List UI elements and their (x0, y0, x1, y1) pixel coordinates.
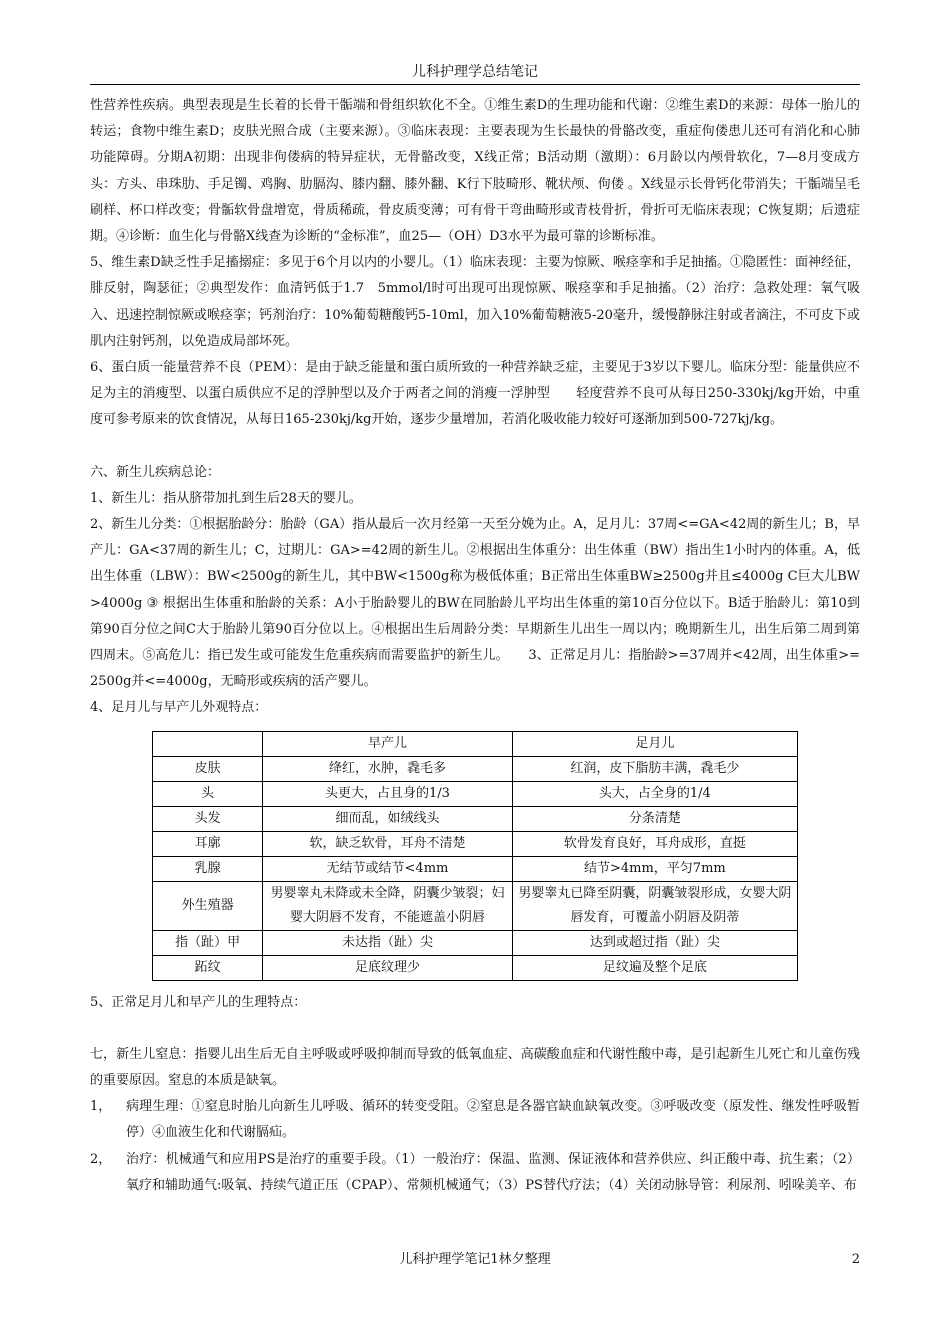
table-cell: 男婴睾丸未降或未全降，阴囊少皱裂；妇婴大阴唇不发育，不能遮盖小阴唇 (263, 881, 513, 930)
table-cell: 细而乱，如绒线头 (263, 806, 513, 831)
table-row (153, 856, 798, 881)
page-number: 2 (851, 1252, 860, 1267)
list-text: 病理生理：①窒息时胎儿向新生儿呼吸、循环的转变受阻。②窒息是各器官缺血缺氧改变。③呼吸改变（原发性、继发性呼吸暂停）④血液生化和代谢膈疝。 (126, 1099, 860, 1141)
table-cell: 跖纹 (153, 955, 263, 980)
table-cell: 耳廓 (153, 831, 263, 856)
table-header-row (153, 731, 798, 756)
table-cell: 无结节或结节<4mm (263, 856, 513, 881)
paragraph-asphyxia-intro: 七，新生儿窒息：指婴儿出生后无自主呼吸或呼吸抑制而导致的低氧血症、高碳酸血症和代谢性酸中毒，是引起新生儿死亡和儿童伤残的重要原因。窒息的本质是缺氧。 (90, 1046, 860, 1089)
table-cell: 皮肤 (153, 756, 263, 781)
table-cell: 乳腺 (153, 856, 263, 881)
table-row (153, 756, 798, 781)
table-row (153, 781, 798, 806)
table-cell: 绛红，水肿，毳毛多 (263, 756, 513, 781)
section-heading-6: 六、新生儿疾病总论： (90, 464, 221, 480)
list-number: 2， (90, 1151, 112, 1167)
list-number: 1， (90, 1099, 112, 1115)
table-cell: 足纹遍及整个足底 (512, 955, 797, 980)
footer-text: 儿科护理学笔记1林夕整理 (399, 1252, 551, 1267)
list-text: 治疗：机械通气和应用PS是治疗的重要手段。（1）一般治疗：保温、监测、保证液体和营养供应、纠正酸中毒、抗生素；（2）氧疗和辅助通气:吸氧、持续气道正压（CPAP）、常频机械通气；（3）PS替代疗法；（4）关闭动脉导管：利尿剂、吲哚美辛、布 (126, 1151, 860, 1193)
table-cell: 未达指（趾）尖 (263, 930, 513, 955)
table-row (153, 930, 798, 955)
comparison-table (152, 731, 798, 981)
table-cell: 足底纹理少 (263, 955, 513, 980)
table-header-cell: 早产儿 (263, 731, 513, 756)
table-cell: 结节>4mm，平匀7mm (512, 856, 797, 881)
list-item (90, 1094, 860, 1146)
page-header: 儿科护理学总结笔记 (90, 61, 860, 85)
table-cell: 头更大，占且身的1/3 (263, 781, 513, 806)
table-cell: 男婴睾丸已降至阴囊，阴囊皱裂形成，女婴大阴唇发育，可覆盖小阴唇及阴蒂 (512, 881, 797, 930)
paragraph-appearance-heading: 4、足月儿与早产儿外观特点： (90, 700, 268, 716)
table-header-cell: 足月儿 (512, 731, 797, 756)
paragraph-neonate-def: 1、新生儿：指从脐带加扎到生后28天的婴儿。 (90, 490, 362, 506)
table-header-cell (153, 731, 263, 756)
blank-line (90, 434, 860, 460)
page-footer (90, 1250, 860, 1270)
table-cell: 软，缺乏软骨，耳舟不清楚 (263, 831, 513, 856)
paragraph-physiology-heading: 5、正常足月儿和早产儿的生理特点： (90, 994, 307, 1010)
blank-line (90, 1016, 860, 1042)
paragraph-rickets: 性营养性疾病。典型表现是生长着的长骨干骺端和骨组织软化不全。①维生素D的生理功能和代谢：②维生素D的来源：母体一胎儿的转运；食物中维生素D；皮肤光照合成（主要来源）。③临床表现：主要表现为生长最快的骨骼改变，重症佝偻患儿还可有消化和心肺功能障碍。分期A初期：出现非佝偻病的特异症状，无骨骼改变，X线正常；B活动期（激期）：6月龄以内颅骨软化，7—8月变成方头：方头、串珠肋、手足镯、鸡胸、肋膈沟、膝内翻、膝外翻、K行下肢畸形、靴状颅、佝偻 。X线显示长骨钙化带消失；干骺端呈毛刷样、杯口样改变；骨骺软骨盘增宽，骨质稀疏，骨皮质变薄；可有骨干弯曲畸形或青枝骨折，骨折可无临床表现；C恢复期；后遗症期。④诊断：血生化与骨骼X线查为诊断的“金标准”，血25—（OH）D3水平为最可靠的诊断标准。 (90, 98, 860, 245)
table-row (153, 831, 798, 856)
paragraph-tetany: 5、维生素D缺乏性手足搐搦症：多见于6个月以内的小婴儿。（1）临床表现：主要为惊厥、喉痉挛和手足抽搐。①隐匿性：面神经征，腓反射，陶瑟征；②典型发作：血清钙低于1.7 5mmol/l时可出现可出现惊厥、喉痉挛和手足抽搐。（2）治疗：急救处理：氧气吸入、迅速控制惊厥或喉痉挛；钙剂治疗：10%葡萄糖酸钙5-10ml，加入10%葡萄糖液5-20毫升，缓慢静脉注射或者滴注，不可皮下或肌内注射钙剂，以免造成局部坏死。 (90, 255, 860, 349)
table-row (153, 806, 798, 831)
table-row (153, 881, 798, 930)
paragraph-neonate-class: 2、新生儿分类：①根据胎龄分：胎龄（GA）指从最后一次月经第一天至分娩为止。A，足月儿：37周<=GA<42周的新生儿；B，早产儿：GA<37周的新生儿；C，过期儿：GA>=42周的新生儿。②根据出生体重分：出生体重（BW）指出生1小时内的体重。A，低出生体重（LBW）：BW<2500g的新生儿，其中BW<1500g称为极低体重；B正常出生体重BW≥2500g并且≤4000g C巨大儿BW>4000g ③ 根据出生体重和胎龄的关系：A小于胎龄婴儿的BW在同胎龄儿平均出生体重的第10百分位以下。B适于胎龄儿：第10到第90百分位之间C大于胎龄儿第90百分位以上。④根据出生后周龄分类：早期新生儿出生一周以内；晚期新生儿，出生后第二周到第四周末。⑤高危儿：指已发生或可能发生危重疾病而需要监护的新生儿。 3、正常足月儿：指胎龄>=37周并<42周，出生体重>=2500g并<=4000g，无畸形或疾病的活产婴儿。 (90, 517, 860, 690)
table-cell: 头 (153, 781, 263, 806)
table-cell: 指（趾）甲 (153, 930, 263, 955)
table-cell: 外生殖器 (153, 881, 263, 930)
table-row (153, 955, 798, 980)
table-cell: 分条清楚 (512, 806, 797, 831)
table-cell: 头大，占全身的1/4 (512, 781, 797, 806)
table-cell: 红润，皮下脂肪丰满，毳毛少 (512, 756, 797, 781)
list-item (90, 1147, 860, 1199)
paragraph-pem: 6、蛋白质一能量营养不良（PEM）：是由于缺乏能量和蛋白质所致的一种营养缺乏症，主要见于3岁以下婴儿。临床分型：能量供应不足为主的消瘦型、以蛋白质供应不足的浮肿型以及介于两者之间的消瘦一浮肿型 轻度营养不良可从每日250-330kj/kg开始，中重度可参考原来的饮食情况，从每日165-230kj/kg开始，逐步少量增加，若消化吸收能力较好可逐渐加到500-727kj/kg。 (90, 360, 860, 428)
table-cell: 软骨发育良好，耳舟成形，直挺 (512, 831, 797, 856)
table-cell: 达到或超过指（趾）尖 (512, 930, 797, 955)
document-body (90, 93, 860, 1199)
table-cell: 头发 (153, 806, 263, 831)
